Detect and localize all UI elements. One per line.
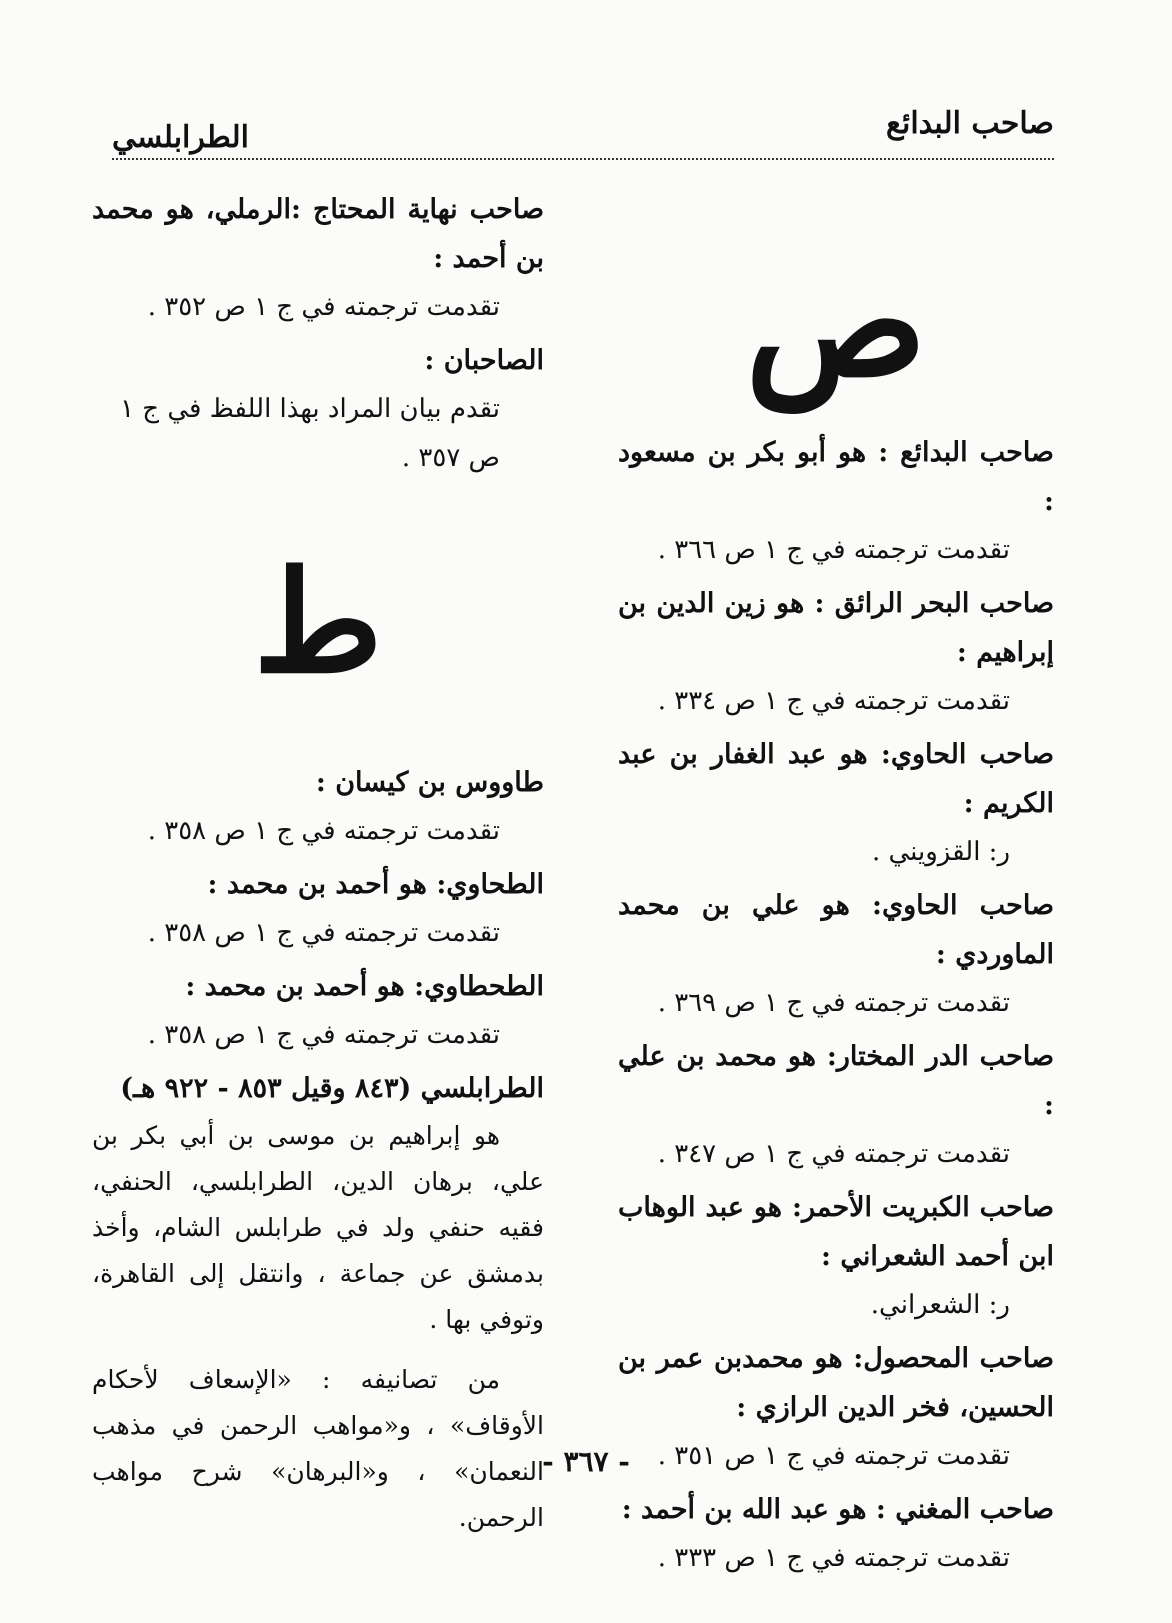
entry-ref: تقدمت ترجمته في ج ١ ص ٣٣٣ . xyxy=(657,1543,1010,1573)
entry-head: الطحاوي: هو أحمد بن محمد : xyxy=(207,869,544,900)
entry-head: صاحب الكبريت الأحمر: هو عبد الوهاب ابن أحمد الشعراني : xyxy=(618,1192,1054,1272)
entry-ref: تقدمت ترجمته في ج ١ ص ٣٤٧ . xyxy=(657,1139,1010,1169)
entry-head: صاحب المغني : هو عبد الله بن أحمد : xyxy=(621,1494,1054,1525)
biography-paragraph: هو إبراهيم بن موسى بن أبي بكر بن علي، برهان الدين، الطرابلسي، الحنفي، فقيه حنفي ولد في طرابلس الشام، وأخذ بدمشق عن جماعة ، وانتقل إلى القاهرة، وتوفي بها . xyxy=(92,1121,544,1334)
entry-ref: ر: الشعراني. xyxy=(870,1290,1010,1320)
entry xyxy=(618,428,1054,575)
paragraph-gap xyxy=(92,1343,544,1357)
entry xyxy=(618,1032,1054,1179)
entry-head: صاحب البحر الرائق : هو زين الدين بن إبراهيم : xyxy=(618,588,1054,668)
works-paragraph: من تصانيفه : «الإسعاف لأحكام الأوقاف» ، و«مواهب الرحمن في مذهب النعمان» ، و«البرهان» شرح مواهب الرحمن. xyxy=(92,1365,544,1532)
entry-head: صاحب المحصول: هو محمدبن عمر بن الحسين، فخر الدين الرازي : xyxy=(618,1343,1054,1423)
entry-ref: تقدمت ترجمته في ج ١ ص ٣٥٨ . xyxy=(147,918,500,948)
entry xyxy=(92,860,544,958)
page-number: - ٣٦٧ - xyxy=(542,1445,630,1478)
entry-ref: تقدمت ترجمته في ج ١ ص ٣٥٢ . xyxy=(147,292,500,322)
section-letter-sad: ص xyxy=(745,235,927,411)
entry-head: صاحب البدائع : هو أبو بكر بن مسعود : xyxy=(618,437,1054,517)
biography-head: الطرابلسي (٨٤٣ وقيل ٨٥٣ - ٩٢٢ هـ) xyxy=(120,1073,544,1104)
entry-head: طاووس بن كيسان : xyxy=(315,767,544,798)
entry-head: الصاحبان : xyxy=(424,345,544,376)
entry-ref: تقدمت ترجمته في ج ١ ص ٣٦٦ . xyxy=(657,535,1010,565)
entry xyxy=(92,962,544,1060)
entry-head: صاحب الحاوي: هو علي بن محمد الماوردي : xyxy=(618,890,1054,970)
entry-head: صاحب الحاوي: هو عبد الغفار بن عبد الكريم : xyxy=(618,739,1054,819)
entry-ref: تقدمت ترجمته في ج ١ ص ٣٥١ . xyxy=(657,1441,1010,1471)
right-column xyxy=(618,235,1054,1587)
entry xyxy=(618,730,1054,877)
entry-ref: تقدمت ترجمته في ج ١ ص ٣٥٨ . xyxy=(147,816,500,846)
running-head-right: صاحب البدائع xyxy=(886,106,1054,141)
running-head-left: الطرابلسي xyxy=(112,120,250,155)
entry-head: الطحطاوي: هو أحمد بن محمد : xyxy=(185,971,544,1002)
entry-head: صاحب الدر المختار: هو محمد بن علي : xyxy=(618,1041,1054,1121)
entry xyxy=(618,579,1054,726)
entry-ref: تقدمت ترجمته في ج ١ ص ٣٦٩ . xyxy=(657,988,1010,1018)
entry-ref: تقدمت ترجمته في ج ١ ص ٣٣٤ . xyxy=(657,686,1010,716)
entry xyxy=(92,185,544,332)
entry xyxy=(618,881,1054,1028)
section-letter-ta: ط xyxy=(253,541,383,705)
entry xyxy=(618,1485,1054,1583)
entry xyxy=(92,758,544,856)
entry-ref: ر: القزويني . xyxy=(871,837,1010,867)
left-column xyxy=(92,185,544,1545)
entry-ref: تقدمت ترجمته في ج ١ ص ٣٥٨ . xyxy=(147,1020,500,1050)
entry-ref: تقدم بيان المراد بهذا اللفظ في ج ١ ص ٣٥٧ . xyxy=(120,394,500,473)
entry xyxy=(92,336,544,483)
entry-head: صاحب نهاية المحتاج :الرملي، هو محمد بن أحمد : xyxy=(92,194,544,274)
entry xyxy=(618,1183,1054,1330)
running-header xyxy=(112,100,1054,160)
